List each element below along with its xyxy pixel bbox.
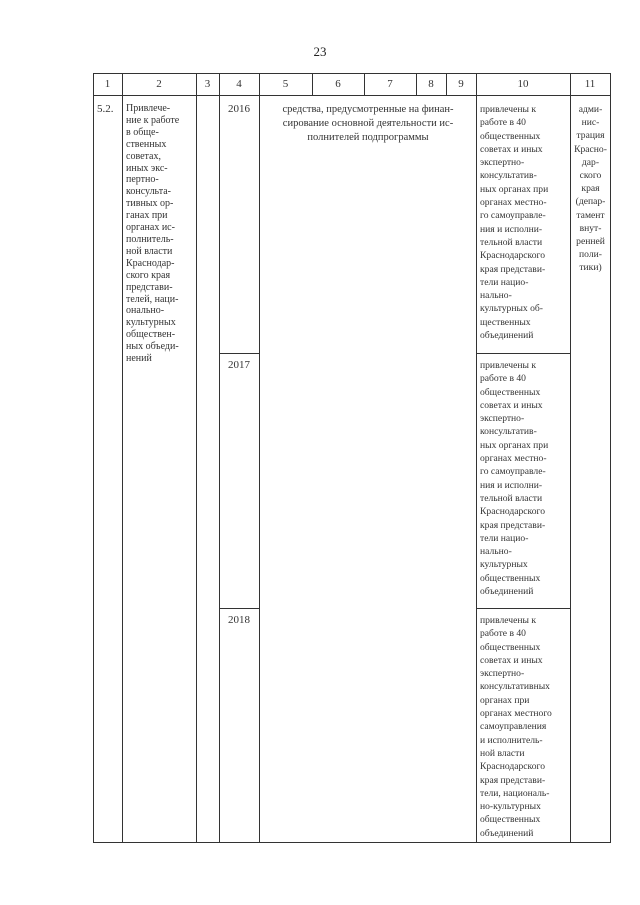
event-line: ной власти (126, 245, 173, 257)
result-line: работе в 40 (480, 373, 526, 385)
event-line: пертно- (126, 174, 159, 186)
financing-line: сирование основной деятельности ис- (282, 118, 454, 129)
responsible-line: трация (576, 130, 605, 142)
responsible-line: нис- (581, 117, 600, 129)
event-line: культурных (126, 317, 176, 329)
responsible-party (571, 103, 610, 275)
responsible-line: внут- (579, 222, 602, 234)
result-line: консультатив- (480, 170, 537, 182)
responsible-line: (депар- (575, 196, 606, 208)
result-line: щественных (480, 316, 531, 328)
result-line: экспертно- (480, 157, 525, 169)
col-rule-11 (610, 73, 611, 843)
event-line: ганах при (126, 210, 168, 222)
result-line: тели нацио- (480, 532, 529, 544)
year-2018: 2018 (228, 614, 250, 626)
result-line: органах местно- (480, 453, 547, 465)
page-number: 23 (313, 44, 327, 59)
result-line: советах и иных (480, 654, 543, 666)
event-line: консульта- (126, 186, 171, 198)
responsible-line: Красно- (574, 143, 607, 155)
financing-line: средства, предусмотренные на финан- (282, 104, 454, 115)
column-header-4: 4 (236, 78, 242, 90)
event-line: нений (126, 353, 152, 365)
result-line: го самоуправле- (480, 210, 546, 222)
row-divider-2017 (219, 353, 259, 354)
header-bottom-rule (93, 95, 611, 96)
result-line: общественных (480, 386, 541, 398)
result-line: общественных (480, 814, 541, 826)
result-line: тели, националь- (480, 787, 550, 799)
event-line: ных объеди- (126, 341, 179, 353)
column-header-9: 9 (458, 78, 464, 90)
result-line: Краснодарского (480, 250, 546, 262)
activities-table (93, 73, 611, 843)
column-header-3: 3 (204, 78, 211, 90)
result-line: нально- (480, 290, 512, 302)
event-line: обществен- (126, 329, 176, 341)
event-line: ственных (126, 138, 167, 150)
column-header-8: 8 (428, 78, 434, 90)
event-description (126, 103, 194, 365)
responsible-line: ского (579, 170, 602, 182)
result-line: го самоуправле- (480, 466, 546, 478)
event-line: Краснодар- (126, 257, 175, 269)
result-line: привлечены к (480, 360, 536, 371)
result-line: тели нацио- (480, 276, 529, 288)
column-header-11: 11 (584, 78, 596, 90)
responsible-line: дар- (581, 156, 600, 168)
result-line: органах при (480, 694, 530, 706)
col-rule-3 (219, 73, 220, 843)
responsible-line: тамент (576, 209, 605, 221)
result-line: общественных (480, 130, 541, 142)
event-line: иных экс- (126, 162, 168, 174)
table-bottom-rule (93, 842, 611, 843)
result-line: ных органах при (480, 183, 549, 195)
result-line: советах и иных (480, 399, 543, 411)
event-line: советах, (126, 150, 161, 162)
result-line: советах и иных (480, 143, 543, 155)
col-rule-2 (196, 73, 197, 843)
column-header-5: 5 (282, 78, 289, 90)
event-line: телей, наци- (126, 293, 179, 305)
result-2018 (480, 614, 568, 840)
result-line: объединений (480, 827, 534, 839)
result-line: тельной власти (480, 492, 543, 504)
result-line: ной власти (480, 747, 525, 759)
result-line: консультативных (480, 681, 550, 693)
year-2017: 2017 (228, 359, 250, 371)
event-line: полнитель- (126, 233, 174, 245)
event-line: в обще- (126, 126, 159, 138)
col-rule-0 (93, 73, 94, 843)
column-header-6: 6 (335, 78, 341, 90)
col-rule-4 (259, 73, 260, 843)
result-line: экспертно- (480, 668, 525, 680)
column-header-7: 7 (387, 78, 393, 90)
result-line: тельной власти (480, 236, 543, 248)
result-line: общественных (480, 572, 541, 584)
responsible-line: тики) (579, 262, 602, 274)
result-line: края представи- (480, 774, 546, 786)
result-line: работе в 40 (480, 117, 526, 129)
result-line: привлечены к (480, 615, 536, 626)
result-line: объединений (480, 586, 534, 598)
event-line: ние к работе (126, 114, 180, 126)
col-rule-1 (122, 73, 123, 843)
result-line: культурных (480, 559, 528, 571)
event-line: онально- (126, 305, 165, 317)
column-header-1: 1 (104, 78, 111, 90)
result-line: ных органах при (480, 439, 549, 451)
event-line: представи- (126, 281, 173, 293)
column-header-10: 10 (517, 78, 529, 90)
row-divider-2017-results (476, 353, 570, 354)
result-line: и исполнитель- (480, 734, 543, 746)
result-line: культурных об- (480, 303, 544, 315)
result-line: края представи- (480, 519, 546, 531)
col-rule-9 (476, 73, 477, 843)
row-divider-2018-results (476, 608, 570, 609)
event-line: ского края (126, 269, 171, 281)
result-line: органах местного (480, 708, 552, 720)
result-line: объединений (480, 330, 534, 342)
result-line: ния и исполни- (480, 479, 543, 491)
result-line: нально- (480, 546, 512, 558)
result-line: Краснодарского (480, 506, 546, 518)
event-line: органах ис- (126, 222, 175, 234)
row-divider-2018 (219, 608, 259, 609)
column-header-2: 2 (156, 78, 162, 90)
financing-source (261, 103, 475, 145)
financing-line: полнителей подпрограммы (307, 132, 429, 143)
year-2016: 2016 (228, 103, 250, 115)
row-number: 5.2. (97, 103, 114, 115)
result-line: экспертно- (480, 413, 525, 425)
result-2016 (480, 103, 568, 342)
result-line: края представи- (480, 263, 546, 275)
responsible-line: края (581, 183, 600, 195)
event-line: Привлече- (126, 103, 171, 114)
event-line: тивных ор- (126, 198, 174, 210)
result-line: Краснодарского (480, 761, 546, 773)
responsible-line: ренней (576, 236, 605, 248)
result-line: но-культурных (480, 801, 541, 813)
responsible-line: адми- (578, 104, 603, 115)
result-line: ния и исполни- (480, 223, 543, 235)
result-2017 (480, 359, 568, 598)
result-line: общественных (480, 641, 541, 653)
result-line: работе в 40 (480, 628, 526, 640)
result-line: самоуправления (480, 721, 547, 733)
result-line: привлечены к (480, 104, 536, 115)
responsible-line: поли- (579, 249, 602, 261)
result-line: консультатив- (480, 426, 537, 438)
result-line: органах местно- (480, 197, 547, 209)
